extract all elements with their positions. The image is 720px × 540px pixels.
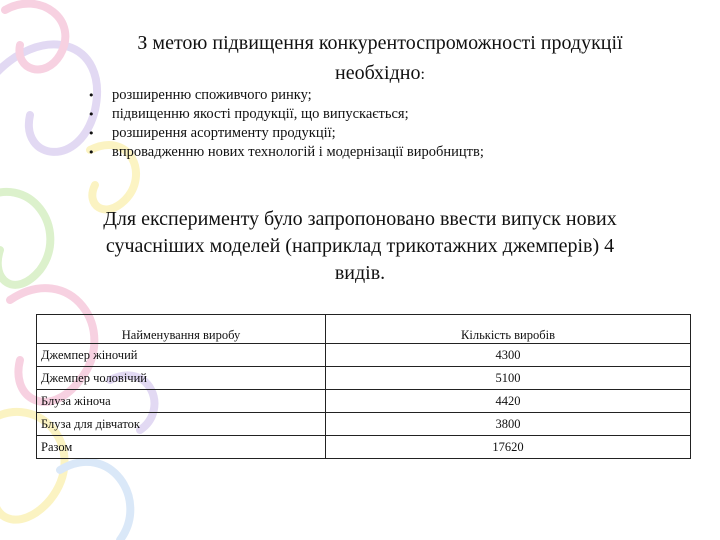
slide-title (80, 28, 680, 90)
list-item-text: розширення асортименту продукції; (112, 125, 336, 141)
paragraph-line-3: видів. (334, 262, 386, 284)
quantity-cell: 3800 (326, 413, 691, 436)
bullet-icon: • (88, 146, 95, 159)
bullet-icon: • (88, 108, 95, 121)
paragraph-line-1: Для експерименту було запропоновано ввести випуск нових (103, 208, 617, 230)
table-total-row (37, 436, 691, 459)
list-item-text: підвищенню якості продукції, що випускається; (112, 106, 409, 122)
table-row (37, 413, 691, 436)
experiment-paragraph (30, 206, 690, 287)
bullet-list (80, 86, 680, 162)
table-row (37, 344, 691, 367)
list-item (80, 105, 680, 124)
products-table (36, 314, 691, 459)
product-name-cell: Блуза жіноча (37, 390, 326, 413)
product-name-cell: Джемпер жіночий (37, 344, 326, 367)
title-colon: : (420, 66, 425, 83)
list-item (80, 124, 680, 143)
column-header-quantity: Кількість виробів (326, 315, 691, 344)
total-quantity-cell: 17620 (326, 436, 691, 459)
list-item (80, 143, 680, 162)
quantity-cell: 5100 (326, 367, 691, 390)
product-name-cell: Джемпер чоловічий (37, 367, 326, 390)
quantity-cell: 4300 (326, 344, 691, 367)
paragraph-line-2: сучасніших моделей (наприклад трикотажних джемперів) 4 (105, 235, 615, 257)
title-line-1: З метою підвищення конкурентоспроможності продукції (137, 32, 623, 54)
table-row (37, 390, 691, 413)
bullet-icon: • (88, 127, 95, 140)
quantity-cell: 4420 (326, 390, 691, 413)
title-line-2: необхідно (335, 62, 421, 84)
bullet-icon: • (88, 89, 95, 102)
product-name-cell: Блуза для дівчаток (37, 413, 326, 436)
table-header-row (37, 315, 691, 344)
table-row (37, 367, 691, 390)
list-item-text: впровадженню нових технологій і модернізації виробництв; (112, 144, 484, 160)
total-label-cell: Разом (37, 436, 326, 459)
column-header-product-name: Найменування виробу (37, 315, 326, 344)
list-item (80, 86, 680, 105)
list-item-text: розширенню споживчого ринку; (112, 87, 312, 103)
